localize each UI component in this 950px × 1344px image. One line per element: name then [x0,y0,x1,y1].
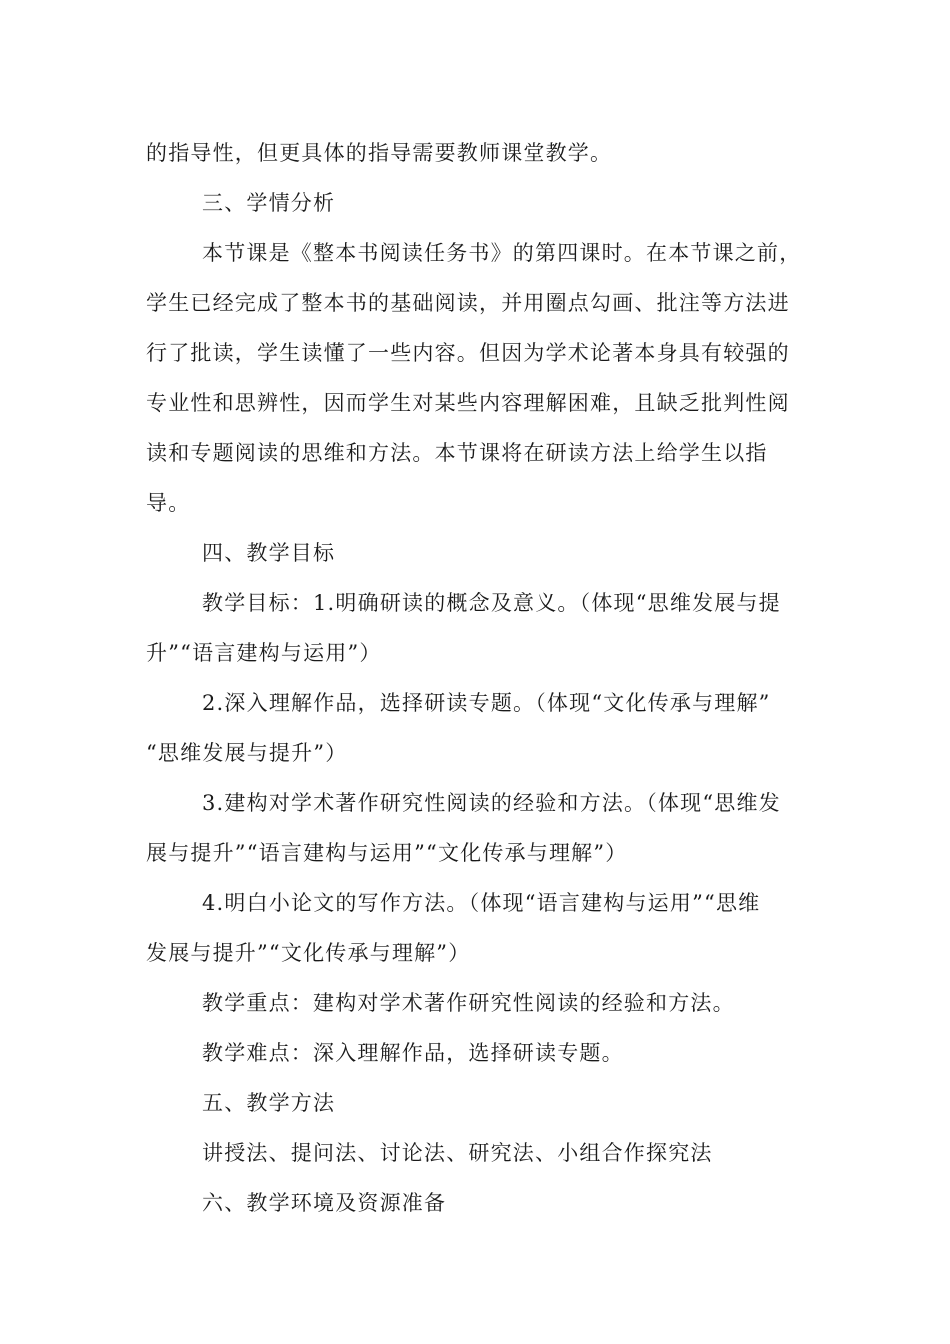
section-heading-learning-analysis: 三、学情分析 [202,191,336,215]
text-line: 教学目标：1.明确研读的概念及意义。（体现“思维发展与提 [202,591,781,615]
text-line: 教学重点：建构对学术著作研究性阅读的经验和方法。 [202,991,735,1015]
text-line: 专业性和思辨性，因而学生对某些内容理解困难，且缺乏批判性阅 [146,391,790,415]
text-line: “思维发展与提升”） [146,741,348,765]
text-line: 发展与提升”“文化传承与理解”） [146,941,471,965]
text-line: 升”“语言建构与运用”） [146,641,382,665]
text-line: 教学难点：深入理解作品，选择研读专题。 [202,1041,624,1065]
text-line: 讲授法、提问法、讨论法、研究法、小组合作探究法 [202,1141,713,1165]
text-line: 的指导性，但更具体的指导需要教师课堂教学。 [146,141,613,165]
text-line: 3.建构对学术著作研究性阅读的经验和方法。（体现“思维发 [202,791,781,815]
text-line: 导。 [146,491,191,515]
text-line: 本节课是《整本书阅读任务书》的第四课时。在本节课之前， [202,241,802,265]
text-line: 行了批读，学生读懂了一些内容。但因为学术论著本身具有较强的 [146,341,790,365]
section-heading-teaching-methods: 五、教学方法 [202,1091,336,1115]
text-line: 4.明白小论文的写作方法。（体现“语言建构与运用”“思维 [202,891,761,915]
text-line: 展与提升”“语言建构与运用”“文化传承与理解”） [146,841,628,865]
text-line: 读和专题阅读的思维和方法。本节课将在研读方法上给学生以指 [146,441,768,465]
document-page [146,128,806,1228]
text-line: 学生已经完成了整本书的基础阅读，并用圈点勾画、批注等方法进 [146,291,790,315]
text-line: 2.深入理解作品，选择研读专题。（体现“文化传承与理解” [202,691,771,715]
section-heading-environment-resources: 六、教学环境及资源准备 [202,1191,447,1215]
section-heading-teaching-goals: 四、教学目标 [202,541,336,565]
